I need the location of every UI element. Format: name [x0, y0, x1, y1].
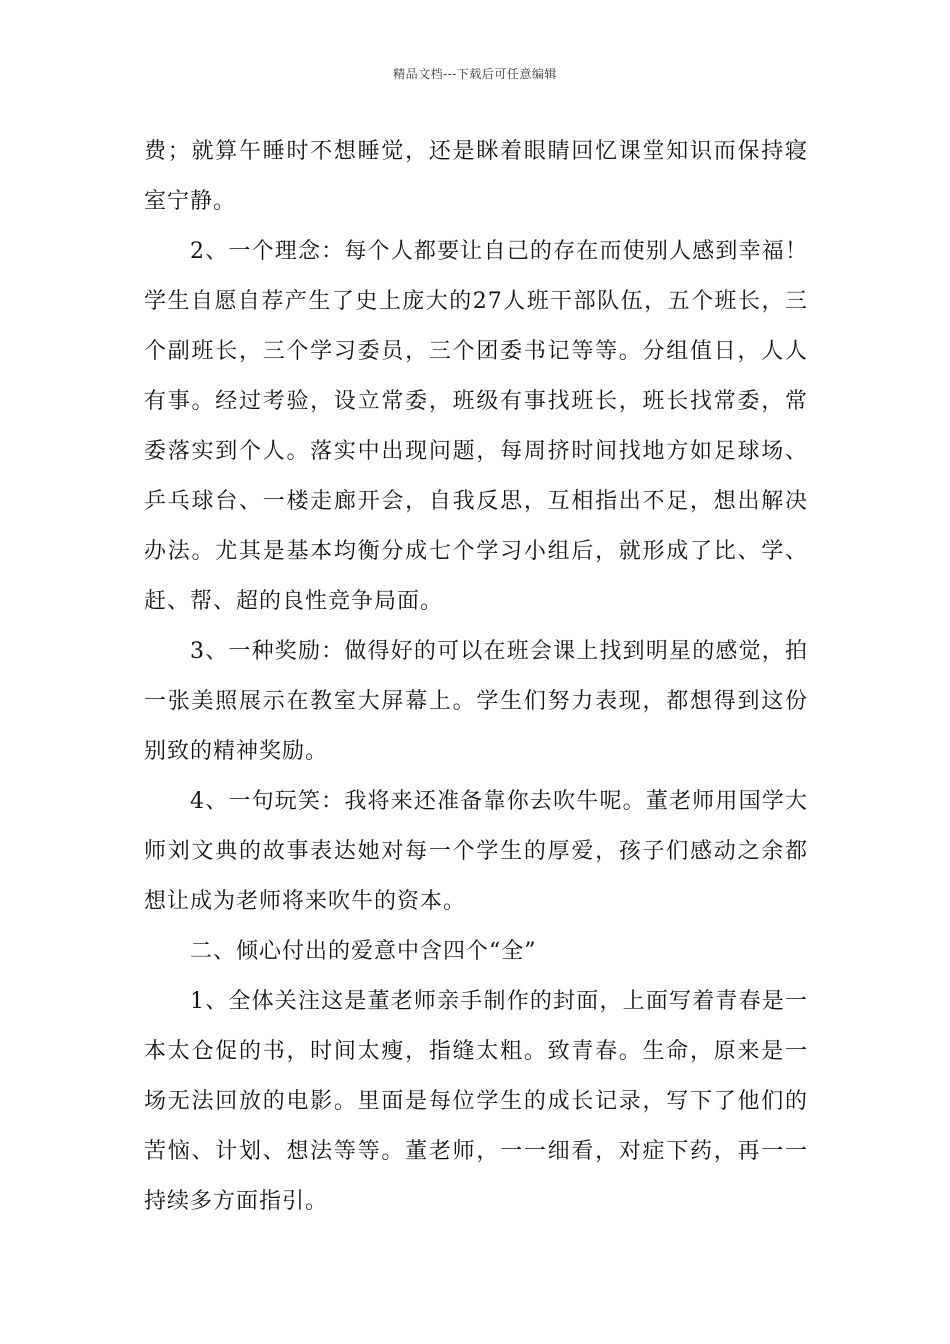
paragraph-item-2: 2、一个理念：每个人都要让自己的存在而使别人感到幸福！学生自愿自荐产生了史上庞大的27人班干部队伍，五个班长，三个副班长，三个学习委员，三个团委书记等等。分组值日，人人有事。经过考验，设立常委，班级有事找班长，班长找常委，常委落实到个人。落实中出现问题，每周挤时间找地方如足球场、乒乓球台、一楼走廊开会，自我反思，互相指出不足，想出解决办法。尤其是基本均衡分成七个学习小组后，就形成了比、学、赶、帮、超的良性竞争局面。 — [144, 239, 808, 614]
page-header: 精品文档---下载后可任意编辑 — [393, 67, 557, 81]
paragraph-continuation: 费；就算午睡时不想睡觉，还是眯着眼睛回忆课堂知识而保持寝室宁静。 — [144, 139, 808, 214]
paragraph-section2-item-1: 1、全体关注这是董老师亲手制作的封面，上面写着青春是一本太仓促的书，时间太瘦，指缝太粗。致青春。生命，原来是一场无法回放的电影。里面是每位学生的成长记录，写下了他们的苦恼、计划、想法等等。董老师，一一细看，对症下药，再一一持续多方面指引。 — [144, 989, 808, 1214]
document-body — [144, 127, 808, 1227]
section-heading-2: 二、倾心付出的爱意中含四个“全” — [190, 939, 537, 964]
paragraph-item-3: 3、一种奖励：做得好的可以在班会课上找到明星的感觉，拍一张美照展示在教室大屏幕上。学生们努力表现，都想得到这份别致的精神奖励。 — [144, 639, 808, 764]
paragraph-item-4: 4、一句玩笑：我将来还准备靠你去吹牛呢。董老师用国学大师刘文典的故事表达她对每一个学生的厚爱，孩子们感动之余都想让成为老师将来吹牛的资本。 — [144, 789, 808, 914]
